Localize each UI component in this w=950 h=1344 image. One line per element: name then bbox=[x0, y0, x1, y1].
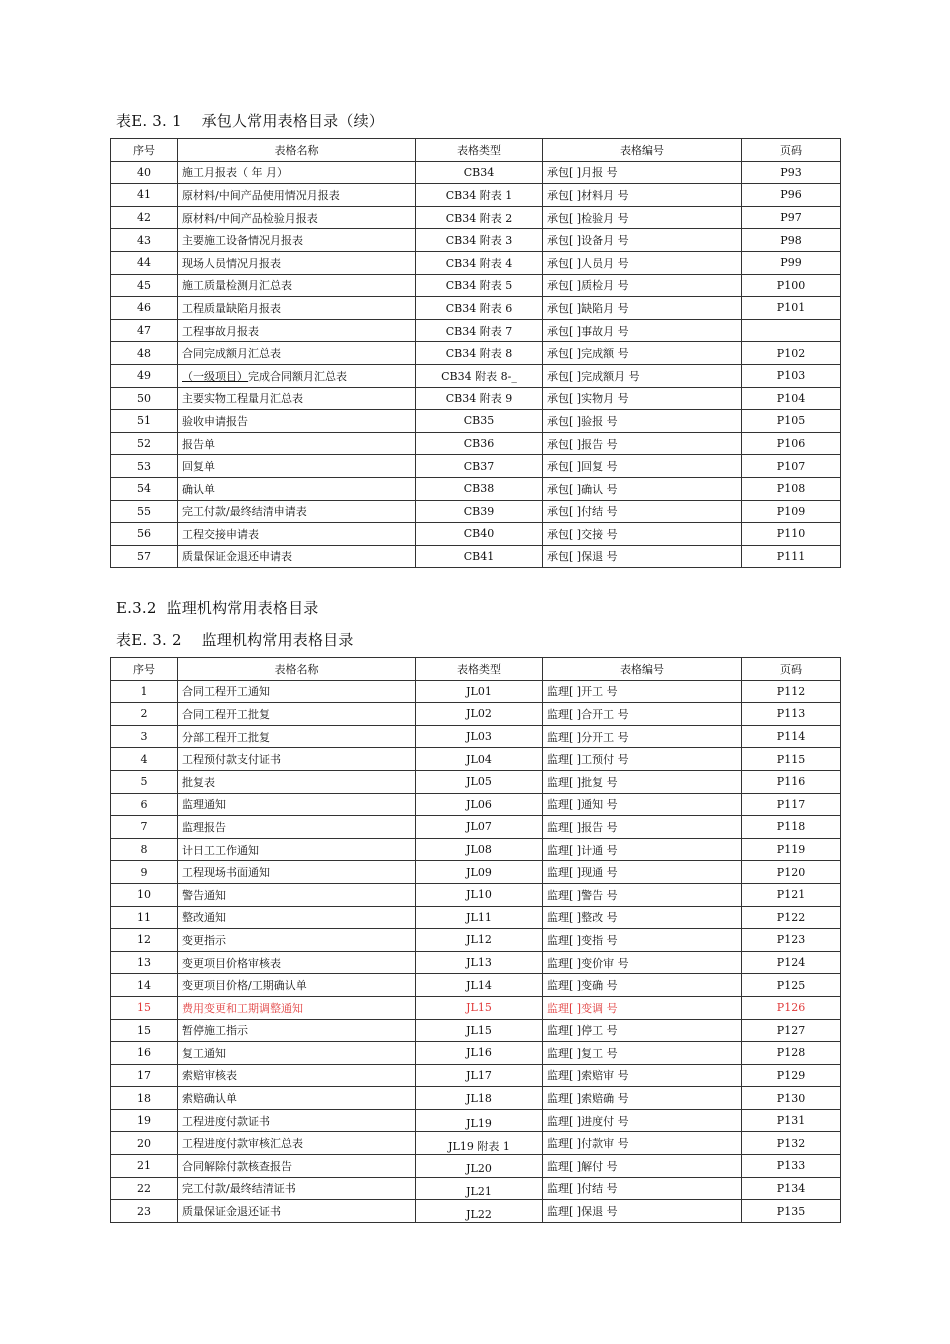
form-code: 承包[ ]回复 号 bbox=[543, 455, 742, 478]
row-number: 17 bbox=[111, 1064, 178, 1087]
form-code: 监理[ ]报告 号 bbox=[543, 816, 742, 839]
supervisor-forms-table bbox=[110, 657, 841, 1223]
form-name: 变更项目价格审核表 bbox=[178, 951, 416, 974]
table-row bbox=[111, 816, 841, 839]
form-name: 分部工程开工批复 bbox=[178, 725, 416, 748]
form-name: 完工付款/最终结清证书 bbox=[178, 1177, 416, 1200]
form-type: CB34 附表 7 bbox=[416, 319, 543, 342]
row-number: 21 bbox=[111, 1155, 178, 1178]
table-row bbox=[111, 883, 841, 906]
form-code: 承包[ ]实物月 号 bbox=[543, 387, 742, 410]
form-type: JL05 bbox=[416, 770, 543, 793]
page-number: P119 bbox=[742, 838, 841, 861]
form-code: 承包[ ]检验月 号 bbox=[543, 206, 742, 229]
table-row bbox=[111, 387, 841, 410]
form-type: JL10 bbox=[416, 883, 543, 906]
form-name: 费用变更和工期调整通知 bbox=[178, 996, 416, 1019]
form-name: 主要实物工程量月汇总表 bbox=[178, 387, 416, 410]
form-type: JL14 bbox=[416, 974, 543, 997]
form-code: 承包[ ]付结 号 bbox=[543, 500, 742, 523]
row-number: 23 bbox=[111, 1200, 178, 1223]
form-name: 回复单 bbox=[178, 455, 416, 478]
page-number: P125 bbox=[742, 974, 841, 997]
page-number: P102 bbox=[742, 342, 841, 365]
row-number: 43 bbox=[111, 229, 178, 252]
form-type bbox=[416, 1132, 543, 1155]
form-code: 承包[ ]报告 号 bbox=[543, 432, 742, 455]
form-code: 监理[ ]进度付 号 bbox=[543, 1109, 742, 1132]
form-type: JL11 bbox=[416, 906, 543, 929]
row-number: 20 bbox=[111, 1132, 178, 1155]
table-row bbox=[111, 161, 841, 184]
form-code: 监理[ ]解付 号 bbox=[543, 1155, 742, 1178]
row-number: 40 bbox=[111, 161, 178, 184]
table-caption-e32: 表E. 3. 2 监理机构常用表格目录 bbox=[116, 631, 354, 649]
form-code: 承包[ ]人员月 号 bbox=[543, 251, 742, 274]
form-code: 监理[ ]变价审 号 bbox=[543, 951, 742, 974]
form-code: 监理[ ]变调 号 bbox=[543, 996, 742, 1019]
form-type: CB34 附表 2 bbox=[416, 206, 543, 229]
page-number: P123 bbox=[742, 929, 841, 952]
table-row bbox=[111, 364, 841, 387]
form-name: 完工付款/最终结清申请表 bbox=[178, 500, 416, 523]
table-row bbox=[111, 545, 841, 568]
page-number: P99 bbox=[742, 251, 841, 274]
page-number: P128 bbox=[742, 1042, 841, 1065]
table-row bbox=[111, 477, 841, 500]
page-number: P129 bbox=[742, 1064, 841, 1087]
form-name: 工程进度付款证书 bbox=[178, 1109, 416, 1132]
contractor-forms-table bbox=[110, 138, 841, 568]
page-number: P105 bbox=[742, 410, 841, 433]
row-number: 53 bbox=[111, 455, 178, 478]
col-header-page: 页码 bbox=[742, 658, 841, 681]
row-number: 41 bbox=[111, 184, 178, 207]
row-number: 57 bbox=[111, 545, 178, 568]
form-name: 质量保证金退还证书 bbox=[178, 1200, 416, 1223]
form-code: 监理[ ]合开工 号 bbox=[543, 703, 742, 726]
form-type: JL17 bbox=[416, 1064, 543, 1087]
form-type-text: JL20 bbox=[466, 1162, 492, 1176]
page-number: P96 bbox=[742, 184, 841, 207]
table-row bbox=[111, 996, 841, 1019]
form-name: 现场人员情况月报表 bbox=[178, 251, 416, 274]
table-row bbox=[111, 748, 841, 771]
form-type bbox=[416, 1155, 543, 1178]
page-number: P133 bbox=[742, 1155, 841, 1178]
row-number: 1 bbox=[111, 680, 178, 703]
table-row bbox=[111, 974, 841, 997]
page-number: P134 bbox=[742, 1177, 841, 1200]
table-row bbox=[111, 206, 841, 229]
form-name: 警告通知 bbox=[178, 883, 416, 906]
table-row bbox=[111, 1155, 841, 1178]
row-number: 46 bbox=[111, 297, 178, 320]
row-number: 19 bbox=[111, 1109, 178, 1132]
form-name: 批复表 bbox=[178, 770, 416, 793]
form-type: CB34 附表 1 bbox=[416, 184, 543, 207]
form-type: CB41 bbox=[416, 545, 543, 568]
page-number: P126 bbox=[742, 996, 841, 1019]
form-type: JL04 bbox=[416, 748, 543, 771]
form-type: CB40 bbox=[416, 523, 543, 546]
form-type bbox=[416, 1177, 543, 1200]
form-code: 承包[ ]确认 号 bbox=[543, 477, 742, 500]
form-type: JL13 bbox=[416, 951, 543, 974]
form-type: JL15 bbox=[416, 1019, 543, 1042]
form-name: 变更项目价格/工期确认单 bbox=[178, 974, 416, 997]
row-number: 8 bbox=[111, 838, 178, 861]
form-name: 主要施工设备情况月报表 bbox=[178, 229, 416, 252]
form-name: 暂停施工指示 bbox=[178, 1019, 416, 1042]
row-number: 3 bbox=[111, 725, 178, 748]
page-number: P107 bbox=[742, 455, 841, 478]
form-code: 监理[ ]变确 号 bbox=[543, 974, 742, 997]
form-code: 承包[ ]保退 号 bbox=[543, 545, 742, 568]
page-number: P131 bbox=[742, 1109, 841, 1132]
form-name: 监理报告 bbox=[178, 816, 416, 839]
form-type: CB34 附表 3 bbox=[416, 229, 543, 252]
form-code: 承包[ ]交接 号 bbox=[543, 523, 742, 546]
page-number: P118 bbox=[742, 816, 841, 839]
table-row bbox=[111, 929, 841, 952]
page-number: P117 bbox=[742, 793, 841, 816]
table-row bbox=[111, 861, 841, 884]
form-name: 原材料/中间产品检验月报表 bbox=[178, 206, 416, 229]
table-row bbox=[111, 297, 841, 320]
row-number: 10 bbox=[111, 883, 178, 906]
form-code: 承包[ ]设备月 号 bbox=[543, 229, 742, 252]
form-name: 工程进度付款审核汇总表 bbox=[178, 1132, 416, 1155]
col-header-type: 表格类型 bbox=[416, 658, 543, 681]
row-number: 50 bbox=[111, 387, 178, 410]
form-name: 合同解除付款核查报告 bbox=[178, 1155, 416, 1178]
page-number: P120 bbox=[742, 861, 841, 884]
row-number: 56 bbox=[111, 523, 178, 546]
row-number: 14 bbox=[111, 974, 178, 997]
page-number: P124 bbox=[742, 951, 841, 974]
form-type: CB39 bbox=[416, 500, 543, 523]
page-number: P106 bbox=[742, 432, 841, 455]
table-row bbox=[111, 793, 841, 816]
row-number: 51 bbox=[111, 410, 178, 433]
table-row bbox=[111, 1087, 841, 1110]
row-number: 49 bbox=[111, 364, 178, 387]
form-code: 监理[ ]工预付 号 bbox=[543, 748, 742, 771]
page-number: P109 bbox=[742, 500, 841, 523]
form-type-text: JL22 bbox=[466, 1207, 492, 1221]
page-number: P127 bbox=[742, 1019, 841, 1042]
row-number: 45 bbox=[111, 274, 178, 297]
form-name: 复工通知 bbox=[178, 1042, 416, 1065]
table-row bbox=[111, 184, 841, 207]
page-number: P93 bbox=[742, 161, 841, 184]
row-number: 55 bbox=[111, 500, 178, 523]
row-number: 54 bbox=[111, 477, 178, 500]
form-name: 质量保证金退还申请表 bbox=[178, 545, 416, 568]
table-row bbox=[111, 251, 841, 274]
table-row bbox=[111, 1177, 841, 1200]
col-header-no: 序号 bbox=[111, 139, 178, 162]
page-number: P114 bbox=[742, 725, 841, 748]
page-number: P100 bbox=[742, 274, 841, 297]
table-row bbox=[111, 319, 841, 342]
page-number: P132 bbox=[742, 1132, 841, 1155]
form-name: 整改通知 bbox=[178, 906, 416, 929]
form-name: 施工月报表（ 年 月） bbox=[178, 161, 416, 184]
form-name: 确认单 bbox=[178, 477, 416, 500]
page-number: P121 bbox=[742, 883, 841, 906]
page-number: P104 bbox=[742, 387, 841, 410]
form-type-text: JL19 bbox=[466, 1117, 492, 1131]
page-number: P101 bbox=[742, 297, 841, 320]
form-name: 监理通知 bbox=[178, 793, 416, 816]
col-header-code: 表格编号 bbox=[543, 139, 742, 162]
form-type: JL06 bbox=[416, 793, 543, 816]
row-number: 42 bbox=[111, 206, 178, 229]
table-row bbox=[111, 229, 841, 252]
table-row bbox=[111, 1109, 841, 1132]
form-name: 验收申请报告 bbox=[178, 410, 416, 433]
form-type: CB34 附表 5 bbox=[416, 274, 543, 297]
row-number: 48 bbox=[111, 342, 178, 365]
table-row bbox=[111, 838, 841, 861]
table-row bbox=[111, 725, 841, 748]
form-code: 监理[ ]复工 号 bbox=[543, 1042, 742, 1065]
table-row bbox=[111, 274, 841, 297]
page-number: P115 bbox=[742, 748, 841, 771]
form-code: 监理[ ]通知 号 bbox=[543, 793, 742, 816]
row-number: 18 bbox=[111, 1087, 178, 1110]
table-row bbox=[111, 432, 841, 455]
form-type: CB34 附表 8-_ bbox=[416, 364, 543, 387]
form-name: 工程交接申请表 bbox=[178, 523, 416, 546]
form-code: 监理[ ]整改 号 bbox=[543, 906, 742, 929]
form-type: CB34 附表 9 bbox=[416, 387, 543, 410]
col-header-name: 表格名称 bbox=[178, 139, 416, 162]
table-header-row bbox=[111, 658, 841, 681]
form-name: 报告单 bbox=[178, 432, 416, 455]
form-type bbox=[416, 1109, 543, 1132]
form-type: JL16 bbox=[416, 1042, 543, 1065]
form-code: 监理[ ]警告 号 bbox=[543, 883, 742, 906]
table-row bbox=[111, 1042, 841, 1065]
form-name: 索赔确认单 bbox=[178, 1087, 416, 1110]
table-row bbox=[111, 500, 841, 523]
form-code: 承包[ ]完成额 号 bbox=[543, 342, 742, 365]
row-number: 6 bbox=[111, 793, 178, 816]
form-name: 施工质量检测月汇总表 bbox=[178, 274, 416, 297]
row-number: 52 bbox=[111, 432, 178, 455]
col-header-no: 序号 bbox=[111, 658, 178, 681]
form-type: JL08 bbox=[416, 838, 543, 861]
form-name bbox=[178, 364, 416, 387]
col-header-page: 页码 bbox=[742, 139, 841, 162]
table-row bbox=[111, 1132, 841, 1155]
form-type: JL15 bbox=[416, 996, 543, 1019]
row-number: 15 bbox=[111, 996, 178, 1019]
page-number: P112 bbox=[742, 680, 841, 703]
form-code: 监理[ ]付结 号 bbox=[543, 1177, 742, 1200]
page-number: P97 bbox=[742, 206, 841, 229]
table-row bbox=[111, 703, 841, 726]
form-type: JL03 bbox=[416, 725, 543, 748]
form-type-text: JL21 bbox=[466, 1184, 492, 1198]
form-name: 合同完成额月汇总表 bbox=[178, 342, 416, 365]
table-header-row bbox=[111, 139, 841, 162]
form-code: 承包[ ]验报 号 bbox=[543, 410, 742, 433]
row-number: 4 bbox=[111, 748, 178, 771]
form-name: 索赔审核表 bbox=[178, 1064, 416, 1087]
section-heading-e32: E.3.2 监理机构常用表格目录 bbox=[116, 599, 319, 617]
page-number: P113 bbox=[742, 703, 841, 726]
form-code: 承包[ ]质检月 号 bbox=[543, 274, 742, 297]
form-type: JL02 bbox=[416, 703, 543, 726]
page-number: P130 bbox=[742, 1087, 841, 1110]
page-number bbox=[742, 319, 841, 342]
form-name-rest: 完成合同额月汇总表 bbox=[248, 369, 347, 383]
form-type bbox=[416, 1200, 543, 1223]
col-header-type: 表格类型 bbox=[416, 139, 543, 162]
row-number: 9 bbox=[111, 861, 178, 884]
form-code: 监理[ ]停工 号 bbox=[543, 1019, 742, 1042]
form-type: CB34 附表 4 bbox=[416, 251, 543, 274]
row-number: 7 bbox=[111, 816, 178, 839]
form-code: 监理[ ]索赔审 号 bbox=[543, 1064, 742, 1087]
row-number: 16 bbox=[111, 1042, 178, 1065]
table-row bbox=[111, 1064, 841, 1087]
form-name: 工程预付款支付证书 bbox=[178, 748, 416, 771]
form-code: 承包[ ]完成额月 号 bbox=[543, 364, 742, 387]
page-number: P135 bbox=[742, 1200, 841, 1223]
form-code: 监理[ ]计通 号 bbox=[543, 838, 742, 861]
table-row bbox=[111, 455, 841, 478]
form-name-underlined-part: （一级项目） bbox=[182, 369, 248, 383]
form-type: CB37 bbox=[416, 455, 543, 478]
row-number: 15 bbox=[111, 1019, 178, 1042]
table-row bbox=[111, 680, 841, 703]
form-code: 监理[ ]分开工 号 bbox=[543, 725, 742, 748]
form-code: 监理[ ]批复 号 bbox=[543, 770, 742, 793]
table-row bbox=[111, 770, 841, 793]
table-row bbox=[111, 342, 841, 365]
row-number: 13 bbox=[111, 951, 178, 974]
form-name: 工程现场书面通知 bbox=[178, 861, 416, 884]
form-name: 工程事故月报表 bbox=[178, 319, 416, 342]
form-type: JL09 bbox=[416, 861, 543, 884]
form-type: JL18 bbox=[416, 1087, 543, 1110]
form-name: 原材料/中间产品使用情况月报表 bbox=[178, 184, 416, 207]
form-name: 变更指示 bbox=[178, 929, 416, 952]
page-number: P122 bbox=[742, 906, 841, 929]
form-type: CB34 附表 6 bbox=[416, 297, 543, 320]
form-code: 承包[ ]事故月 号 bbox=[543, 319, 742, 342]
page-number: P108 bbox=[742, 477, 841, 500]
form-type: CB35 bbox=[416, 410, 543, 433]
form-type: JL12 bbox=[416, 929, 543, 952]
table-row bbox=[111, 1200, 841, 1223]
row-number: 12 bbox=[111, 929, 178, 952]
page-number: P111 bbox=[742, 545, 841, 568]
form-type: CB36 bbox=[416, 432, 543, 455]
form-type: CB34 bbox=[416, 161, 543, 184]
form-name: 合同工程开工批复 bbox=[178, 703, 416, 726]
form-code: 监理[ ]开工 号 bbox=[543, 680, 742, 703]
form-code: 承包[ ]缺陷月 号 bbox=[543, 297, 742, 320]
col-header-code: 表格编号 bbox=[543, 658, 742, 681]
page-number: P103 bbox=[742, 364, 841, 387]
table-row bbox=[111, 523, 841, 546]
table-row bbox=[111, 1019, 841, 1042]
form-type: JL07 bbox=[416, 816, 543, 839]
form-code: 监理[ ]付款审 号 bbox=[543, 1132, 742, 1155]
page-number: P98 bbox=[742, 229, 841, 252]
row-number: 5 bbox=[111, 770, 178, 793]
table-row bbox=[111, 951, 841, 974]
page-number: P116 bbox=[742, 770, 841, 793]
form-type-text: JL19 附表 1 bbox=[448, 1140, 510, 1154]
form-code: 承包[ ]材料月 号 bbox=[543, 184, 742, 207]
form-code: 监理[ ]现通 号 bbox=[543, 861, 742, 884]
col-header-name: 表格名称 bbox=[178, 658, 416, 681]
form-type: CB34 附表 8 bbox=[416, 342, 543, 365]
table-row bbox=[111, 906, 841, 929]
row-number: 47 bbox=[111, 319, 178, 342]
form-code: 监理[ ]索赔确 号 bbox=[543, 1087, 742, 1110]
table-row bbox=[111, 410, 841, 433]
row-number: 22 bbox=[111, 1177, 178, 1200]
form-code: 监理[ ]保退 号 bbox=[543, 1200, 742, 1223]
page-number: P110 bbox=[742, 523, 841, 546]
form-code: 承包[ ]月报 号 bbox=[543, 161, 742, 184]
form-name: 合同工程开工通知 bbox=[178, 680, 416, 703]
row-number: 2 bbox=[111, 703, 178, 726]
form-type: CB38 bbox=[416, 477, 543, 500]
form-name: 计日工工作通知 bbox=[178, 838, 416, 861]
row-number: 44 bbox=[111, 251, 178, 274]
row-number: 11 bbox=[111, 906, 178, 929]
table-caption-e31: 表E. 3. 1 承包人常用表格目录（续） bbox=[116, 112, 384, 130]
form-type: JL01 bbox=[416, 680, 543, 703]
form-code: 监理[ ]变指 号 bbox=[543, 929, 742, 952]
form-name: 工程质量缺陷月报表 bbox=[178, 297, 416, 320]
